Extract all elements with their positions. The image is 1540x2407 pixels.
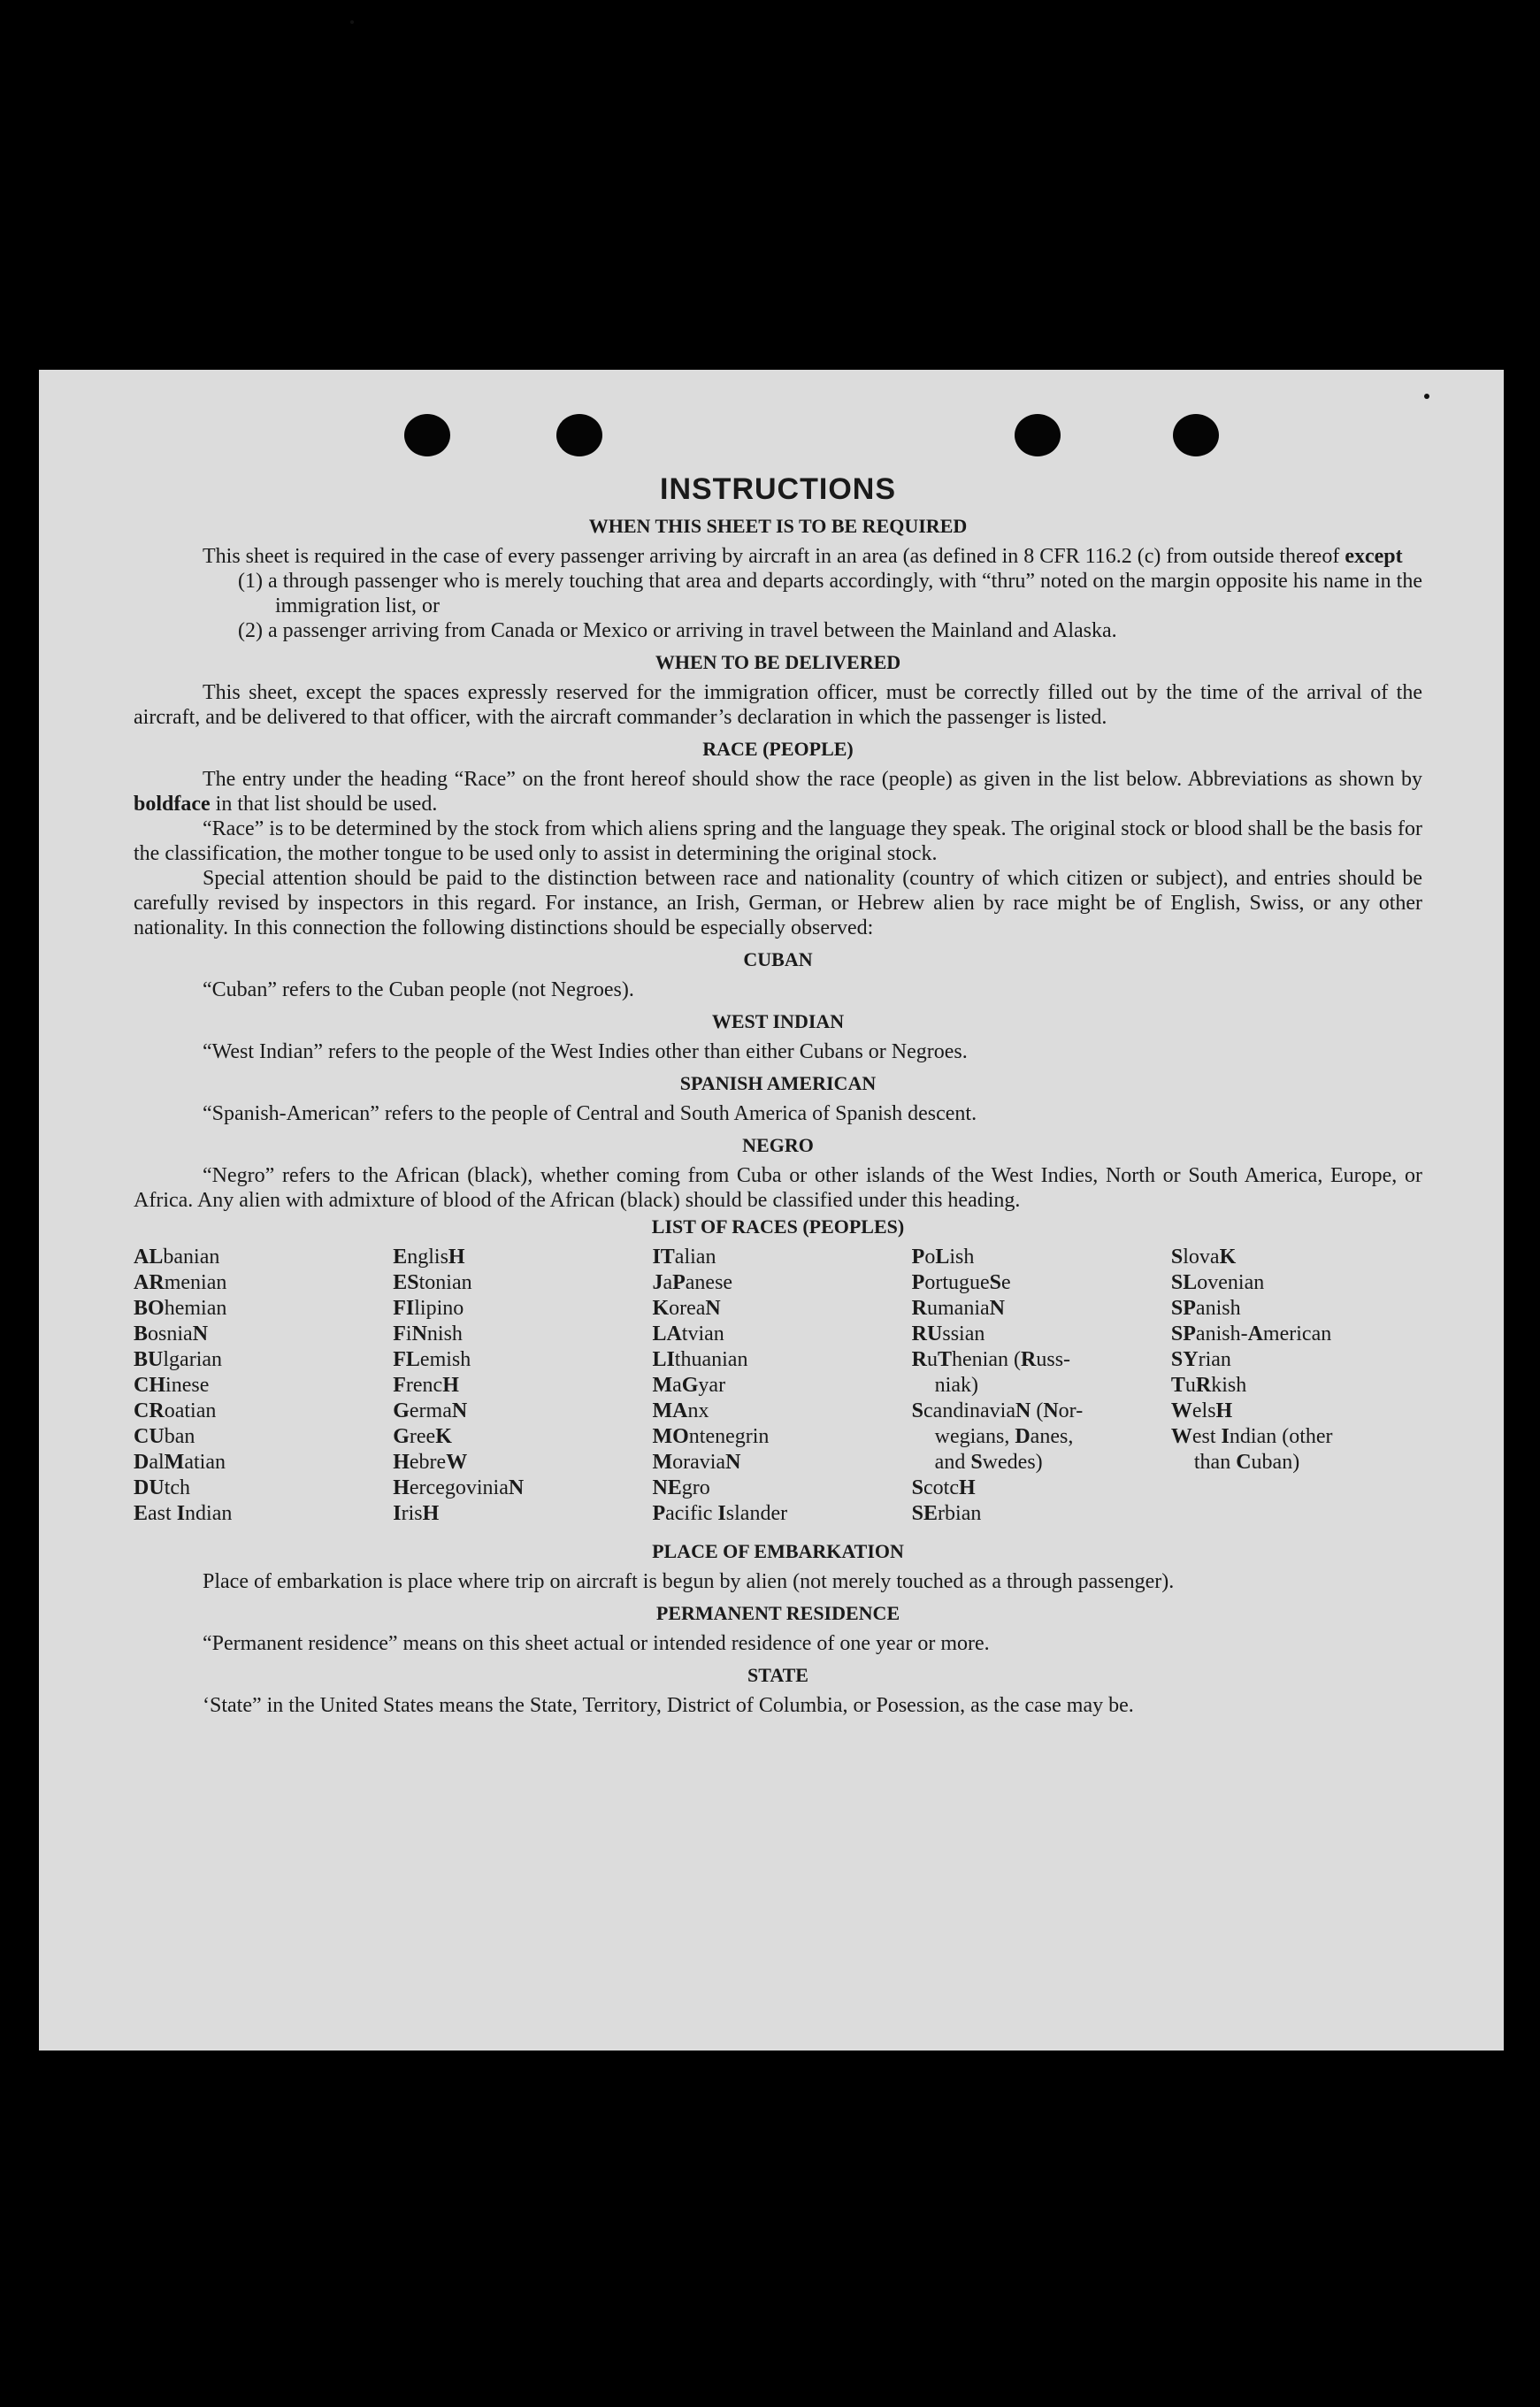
race-entry: SYrian — [1170, 1348, 1231, 1371]
list-item: (1) a through passenger who is merely touching that area and departs accordingly, with “thru” noted on the margin opposite his name in the immigration list, or — [238, 570, 1422, 617]
instructions-content — [134, 471, 1422, 1718]
race-entry: FiNnish — [393, 1322, 463, 1345]
race-entry: KoreaN — [652, 1297, 721, 1320]
scan-speck — [350, 20, 354, 24]
section-heading: CUBAN — [743, 948, 813, 970]
race-entry: JaPanese — [652, 1271, 733, 1294]
punch-hole — [404, 414, 450, 456]
race-entry: MOntenegrin — [652, 1425, 770, 1448]
section-heading: WHEN TO BE DELIVERED — [655, 651, 901, 673]
section-heading: STATE — [747, 1664, 808, 1686]
races-column — [393, 1245, 644, 1527]
section-heading: PLACE OF EMBARKATION — [652, 1540, 904, 1562]
race-entry: ITalian — [652, 1246, 716, 1269]
section-heading: NEGRO — [742, 1134, 814, 1156]
race-entry: TuRkish — [1170, 1374, 1247, 1397]
race-entry: SlovaK — [1170, 1246, 1237, 1269]
race-entry: PoLish — [911, 1246, 975, 1269]
race-entry: East Indian — [134, 1502, 233, 1525]
race-entry: WelsH — [1170, 1399, 1233, 1422]
races-heading: LIST OF RACES (PEOPLES) — [651, 1215, 905, 1238]
section-heading: RACE (PEOPLE) — [702, 738, 854, 760]
paragraph: ‘State” in the United States means the State, Territory, District of Columbia, or Posession, as the case may be. — [203, 1694, 1134, 1717]
races-column — [912, 1245, 1163, 1527]
race-entry: SLovenian — [1170, 1271, 1265, 1294]
race-entry: GermaN — [393, 1399, 468, 1422]
race-entry: MoraviaN — [652, 1451, 741, 1474]
race-entry: CUban — [134, 1425, 195, 1448]
race-entry: LIthuanian — [652, 1348, 748, 1371]
paragraph: Place of embarkation is place where trip on aircraft is begun by alien (not merely touched as a through passenger). — [203, 1570, 1175, 1593]
races-column — [652, 1245, 903, 1527]
punch-hole — [1173, 414, 1219, 456]
race-entry: FrencH — [393, 1374, 459, 1397]
race-entry: CRoatian — [134, 1399, 217, 1422]
punch-hole — [1015, 414, 1061, 456]
race-entry: HercegoviniaN — [393, 1476, 525, 1499]
race-entry: SPanish — [1170, 1297, 1241, 1320]
race-entry: SErbian — [911, 1502, 982, 1525]
list-item: (2) a passenger arriving from Canada or Mexico or arriving in travel between the Mainland and Alaska. — [238, 619, 1117, 642]
race-entry: MAnx — [652, 1399, 709, 1422]
race-entry: ScotcH — [911, 1476, 976, 1499]
paragraph: “West Indian” refers to the people of the West Indies other than either Cubans or Negroes. — [203, 1040, 968, 1063]
race-entry: IrisH — [393, 1502, 440, 1525]
race-entry: RuThenian (Russ- — [911, 1348, 1071, 1371]
section-heading: WHEN THIS SHEET IS TO BE REQUIRED — [588, 515, 968, 537]
paragraph: “Spanish-American” refers to the people of Central and South America of Spanish descent. — [203, 1102, 977, 1125]
race-entry: and Swedes) — [934, 1451, 1043, 1474]
race-entry: LAtvian — [652, 1322, 724, 1345]
race-entry: BUlgarian — [134, 1348, 223, 1371]
paragraph: Special attention should be paid to the distinction between race and nationality (country of which citizen or subject), and entries should be carefully revised by inspectors in this regard. For instance, an Irish, German, or Hebrew alien by race might be of English, Swiss, or any other nationality. In this connection the following distinctions should be especially observed: — [134, 867, 1422, 939]
races-list — [134, 1245, 1422, 1527]
race-entry: wegians, Danes, — [934, 1425, 1074, 1448]
race-entry: West Indian (other — [1170, 1425, 1333, 1448]
paragraph: “Race” is to be determined by the stock from which aliens spring and the language they speak. The original stock or blood shall be the basis for the classification, the mother tongue to be used only to assist in determining the original stock. — [134, 817, 1422, 865]
race-entry: HebreW — [393, 1451, 468, 1474]
document-title: INSTRUCTIONS — [660, 472, 896, 506]
race-entry: NEgro — [652, 1476, 710, 1499]
race-entry: DUtch — [134, 1476, 191, 1499]
paragraph: The entry under the heading “Race” on the front hereof should show the race (people) as given in the list below. Abbreviations as shown by boldface in that list should be used. — [134, 768, 1422, 816]
section-heading: PERMANENT RESIDENCE — [655, 1602, 900, 1624]
race-entry: EStonian — [393, 1271, 472, 1294]
races-column — [1171, 1245, 1422, 1527]
race-entry: CHinese — [134, 1374, 210, 1397]
race-entry: MaGyar — [652, 1374, 726, 1397]
scan-speck — [1424, 394, 1429, 399]
section-heading: WEST INDIAN — [711, 1010, 845, 1032]
race-entry: FLemish — [393, 1348, 471, 1371]
race-entry: BOhemian — [134, 1297, 227, 1320]
paragraph: “Permanent residence” means on this sheet actual or intended residence of one year or more. — [203, 1632, 990, 1655]
race-entry: ARmenian — [134, 1271, 227, 1294]
paragraph: “Cuban” refers to the Cuban people (not Negroes). — [203, 978, 634, 1001]
race-entry: RumaniaN — [911, 1297, 1005, 1320]
race-entry: GreeK — [393, 1425, 452, 1448]
race-entry: EnglisH — [393, 1246, 465, 1269]
race-entry: DalMatian — [134, 1451, 226, 1474]
race-entry: FIlipino — [393, 1297, 464, 1320]
races-column — [134, 1245, 385, 1527]
race-entry: SPanish-American — [1170, 1322, 1332, 1345]
section-heading: SPANISH AMERICAN — [679, 1072, 877, 1094]
race-entry: niak) — [934, 1374, 978, 1397]
race-entry: than Cuban) — [1193, 1451, 1300, 1474]
race-entry: RUssian — [911, 1322, 985, 1345]
paragraph: “Negro” refers to the African (black), whether coming from Cuba or other islands of the West Indies, North or South America, Europe, or Africa. Any alien with admixture of blood of the African (black) should be classified under this heading. — [134, 1164, 1422, 1212]
race-entry: BosniaN — [134, 1322, 209, 1345]
race-entry: ScandinaviaN (Nor- — [911, 1399, 1084, 1422]
punch-hole — [556, 414, 602, 456]
race-entry: ALbanian — [134, 1246, 220, 1269]
paragraph: This sheet is required in the case of every passenger arriving by aircraft in an area (as defined in 8 CFR 116.2 (c) from outside thereof except — [203, 545, 1403, 568]
race-entry: Pacific Islander — [652, 1502, 788, 1525]
race-entry: PortugueSe — [911, 1271, 1011, 1294]
paragraph: This sheet, except the spaces expressly reserved for the immigration officer, must be correctly filled out by the time of the arrival of the aircraft, and be delivered to that officer, with the aircraft commander’s declaration in which the passenger is listed. — [134, 681, 1422, 729]
document-sheet — [39, 370, 1504, 2051]
